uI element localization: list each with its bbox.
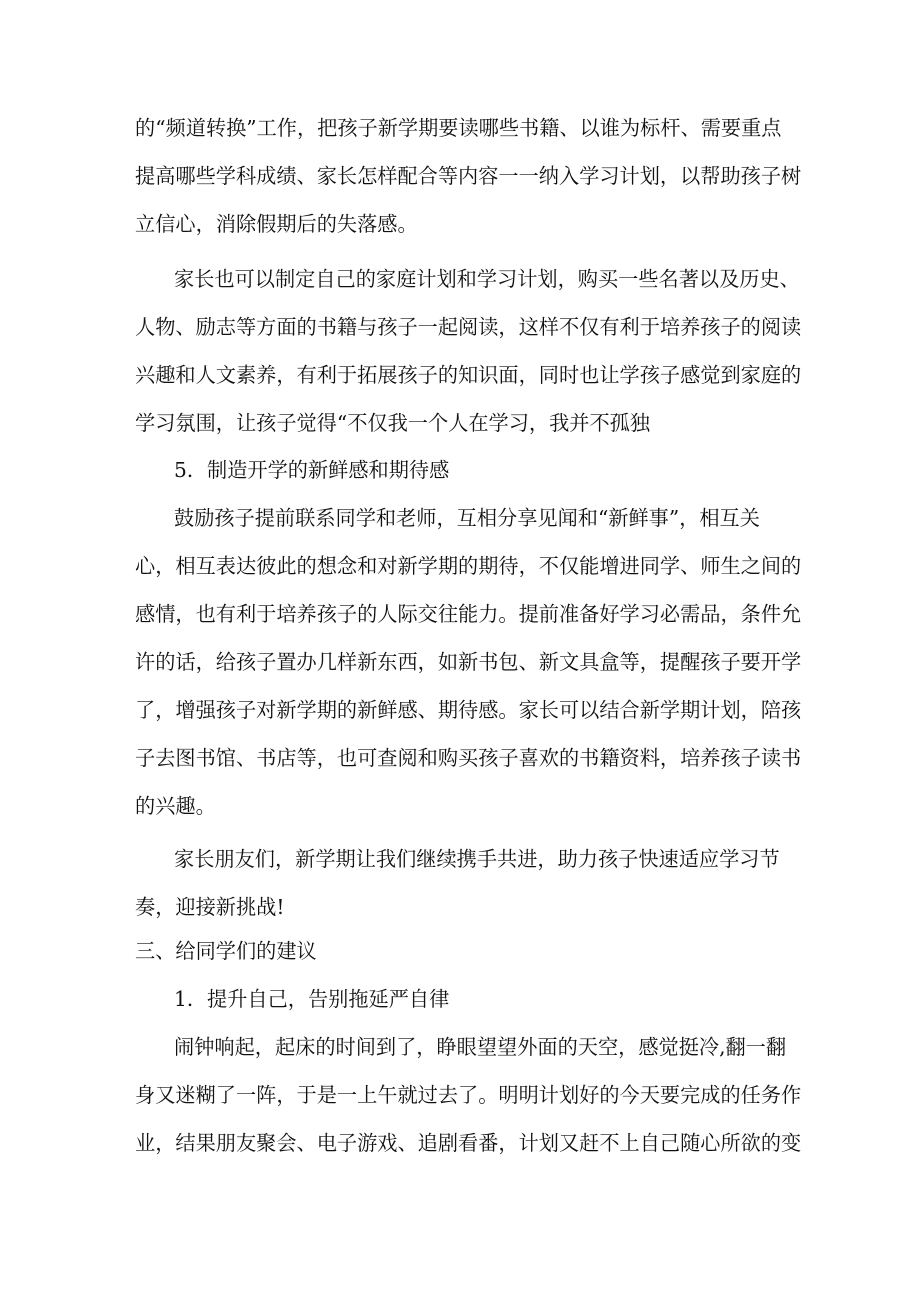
paragraph-line: 兴趣和人文素养，有利于拓展孩子的知识面，同时也让学孩子感觉到家庭的 <box>135 363 802 387</box>
paragraph-line: 子去图书馆、书店等，也可查阅和购买孩子喜欢的书籍资料，培养孩子读书 <box>135 746 802 770</box>
paragraph-line: 鼓励孩子提前联系同学和老师，互相分享见闻和“新鲜事”，相互关 <box>174 506 760 530</box>
paragraph-line: 感情，也有利于培养孩子的人际交往能力。提前准备好学习必需品，条件允 <box>135 602 802 626</box>
paragraph-line: 业，结果朋友聚会、电子游戏、追剧看番，计划又赶不上自己随心所欲的变 <box>135 1131 802 1155</box>
paragraph-line: 的“频道转换”工作，把孩子新学期要读哪些书籍、以谁为标杆、需要重点 <box>135 116 782 140</box>
paragraph-line: 人物、励志等方面的书籍与孩子一起阅读，这样不仅有利于培养孩子的阅读 <box>135 315 802 339</box>
paragraph-line: 家长也可以制定自己的家庭计划和学习计划，购买一些名著以及历史、 <box>174 267 800 291</box>
paragraph-line: 提高哪些学科成绩、家长怎样配合等内容一一纳入学习计划，以帮助孩子树 <box>135 164 802 188</box>
section-heading: 三、给同学们的建议 <box>135 939 317 963</box>
paragraph-line: 许的话，给孩子置办几样新东西，如新书包、新文具盒等，提醒孩子要开学 <box>135 650 802 674</box>
paragraph-line: 奏，迎接新挑战! <box>135 895 285 919</box>
paragraph-line: 学习氛围，让孩子觉得“不仅我一个人在学习，我并不孤独 <box>135 411 651 435</box>
paragraph-line: 家长朋友们，新学期让我们继续携手共进，助力孩子快速适应学习节 <box>174 847 780 871</box>
section-heading: 5．制造开学的新鲜感和期待感 <box>174 458 450 482</box>
paragraph-line: 立信心，消除假期后的失落感。 <box>135 212 418 236</box>
paragraph-line: 心，相互表达彼此的想念和对新学期的期待，不仅能增进同学、师生之间的 <box>135 554 802 578</box>
paragraph-line: 了，增强孩子对新学期的新鲜感、期待感。家长可以结合新学期计划，陪孩 <box>135 698 802 722</box>
paragraph-line: 的兴趣。 <box>135 794 216 818</box>
paragraph-line: 闹钟响起，起床的时间到了，睁眼望望外面的天空，感觉挺冷,翻一翻 <box>174 1035 787 1059</box>
paragraph-line: 身又迷糊了一阵，于是一上午就过去了。明明计划好的今天要完成的任务作 <box>135 1083 802 1107</box>
sub-heading: 1．提升自己，告别拖延严自律 <box>174 987 450 1011</box>
